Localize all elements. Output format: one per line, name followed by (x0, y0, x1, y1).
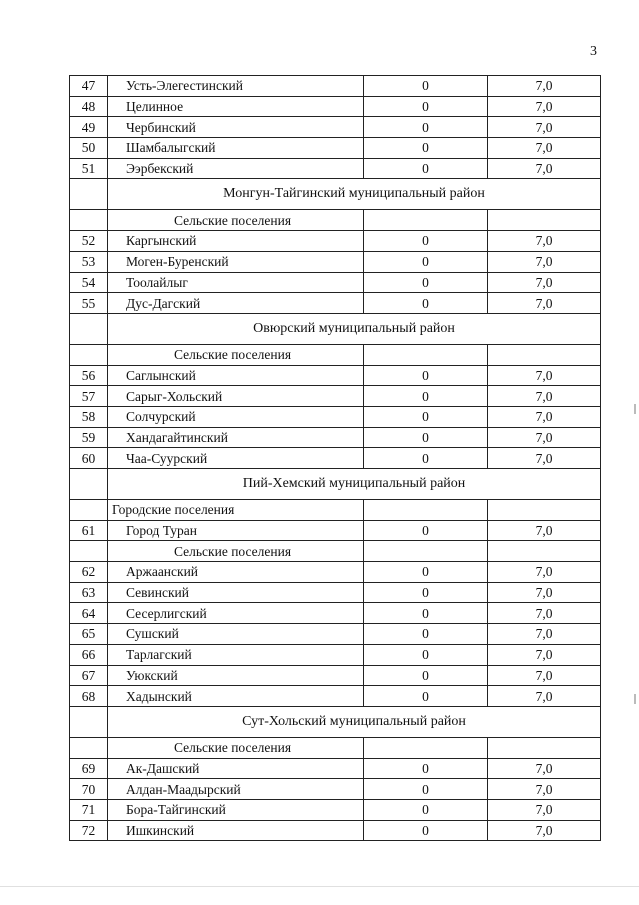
settlement-name: Тоолайлыг (108, 272, 364, 293)
scan-edge-mark (634, 404, 636, 414)
value-col-3: 0 (364, 686, 488, 707)
value-col-3: 0 (364, 644, 488, 665)
table-row (70, 427, 601, 448)
district-heading-row (70, 313, 601, 344)
settlement-type-label: Сельские поселения (108, 210, 364, 231)
table-row (70, 406, 601, 427)
table-row (70, 448, 601, 469)
value-col-3: 0 (364, 520, 488, 541)
value-col-3: 0 (364, 758, 488, 779)
value-col-3: 0 (364, 562, 488, 583)
settlement-type-row (70, 737, 601, 758)
value-col-4: 7,0 (488, 117, 601, 138)
value-col-3: 0 (364, 799, 488, 820)
settlement-type-label: Городские поселения (108, 500, 364, 521)
district-heading: Монгун-Тайгинский муниципальный район (108, 179, 601, 210)
settlement-name: Аржаанский (108, 562, 364, 583)
table-row (70, 758, 601, 779)
value-col-4: 7,0 (488, 96, 601, 117)
table-body (70, 76, 601, 841)
value-col-4: 7,0 (488, 365, 601, 386)
settlement-name: Моген-Буренский (108, 251, 364, 272)
value-col-4: 7,0 (488, 624, 601, 645)
empty-cell (364, 344, 488, 365)
empty-cell (70, 706, 108, 737)
value-col-4: 7,0 (488, 448, 601, 469)
settlement-name: Дус-Дагский (108, 293, 364, 314)
table-row (70, 624, 601, 645)
table-row (70, 582, 601, 603)
table-row (70, 251, 601, 272)
value-col-4: 7,0 (488, 76, 601, 97)
table-row (70, 603, 601, 624)
value-col-3: 0 (364, 406, 488, 427)
empty-cell (364, 737, 488, 758)
settlement-name: Чербинский (108, 117, 364, 138)
value-col-3: 0 (364, 293, 488, 314)
row-number: 51 (70, 158, 108, 179)
settlement-name: Уюкский (108, 665, 364, 686)
value-col-3: 0 (364, 820, 488, 841)
row-number: 63 (70, 582, 108, 603)
empty-cell (488, 344, 601, 365)
settlement-type-row (70, 344, 601, 365)
settlement-name: Каргынский (108, 231, 364, 252)
row-number: 67 (70, 665, 108, 686)
table-row (70, 96, 601, 117)
value-col-3: 0 (364, 117, 488, 138)
settlement-name: Алдан-Маадырский (108, 779, 364, 800)
row-number: 65 (70, 624, 108, 645)
row-number: 58 (70, 406, 108, 427)
empty-cell (70, 737, 108, 758)
table-row (70, 562, 601, 583)
district-heading: Овюрский муниципальный район (108, 313, 601, 344)
value-col-3: 0 (364, 448, 488, 469)
settlement-name: Тарлагский (108, 644, 364, 665)
settlement-name: Ак-Дашский (108, 758, 364, 779)
row-number: 48 (70, 96, 108, 117)
settlement-name: Ээрбекский (108, 158, 364, 179)
settlement-name: Сесерлигский (108, 603, 364, 624)
table-row (70, 293, 601, 314)
table-row (70, 365, 601, 386)
settlement-name: Сушский (108, 624, 364, 645)
value-col-3: 0 (364, 96, 488, 117)
settlements-table (69, 75, 601, 841)
row-number: 72 (70, 820, 108, 841)
table-row (70, 644, 601, 665)
settlement-type-label: Сельские поселения (108, 344, 364, 365)
value-col-3: 0 (364, 665, 488, 686)
district-heading-row (70, 469, 601, 500)
row-number: 56 (70, 365, 108, 386)
value-col-4: 7,0 (488, 799, 601, 820)
value-col-4: 7,0 (488, 665, 601, 686)
value-col-4: 7,0 (488, 562, 601, 583)
value-col-4: 7,0 (488, 138, 601, 159)
table-row (70, 231, 601, 252)
row-number: 68 (70, 686, 108, 707)
value-col-3: 0 (364, 272, 488, 293)
row-number: 50 (70, 138, 108, 159)
value-col-4: 7,0 (488, 386, 601, 407)
value-col-3: 0 (364, 624, 488, 645)
value-col-3: 0 (364, 251, 488, 272)
scan-bottom-edge (0, 886, 639, 887)
value-col-3: 0 (364, 779, 488, 800)
row-number: 53 (70, 251, 108, 272)
table-row (70, 820, 601, 841)
table-row (70, 138, 601, 159)
table-row (70, 779, 601, 800)
row-number: 57 (70, 386, 108, 407)
table-row (70, 272, 601, 293)
settlement-name: Усть-Элегестинский (108, 76, 364, 97)
empty-cell (70, 541, 108, 562)
value-col-4: 7,0 (488, 231, 601, 252)
scan-edge-mark (634, 694, 636, 704)
district-heading-row (70, 706, 601, 737)
page-number: 3 (590, 44, 597, 59)
settlement-name: Солчурский (108, 406, 364, 427)
settlement-type-row (70, 541, 601, 562)
settlement-type-label: Сельские поселения (108, 737, 364, 758)
row-number: 55 (70, 293, 108, 314)
value-col-3: 0 (364, 365, 488, 386)
settlement-name: Сарыг-Хольский (108, 386, 364, 407)
value-col-4: 7,0 (488, 520, 601, 541)
district-heading-row (70, 179, 601, 210)
empty-cell (488, 210, 601, 231)
value-col-3: 0 (364, 158, 488, 179)
empty-cell (364, 541, 488, 562)
empty-cell (70, 469, 108, 500)
row-number: 52 (70, 231, 108, 252)
table-row (70, 76, 601, 97)
value-col-4: 7,0 (488, 603, 601, 624)
row-number: 47 (70, 76, 108, 97)
empty-cell (364, 500, 488, 521)
settlement-name: Хадынский (108, 686, 364, 707)
settlement-name: Ишкинский (108, 820, 364, 841)
settlement-name: Шамбалыгский (108, 138, 364, 159)
value-col-4: 7,0 (488, 582, 601, 603)
row-number: 71 (70, 799, 108, 820)
empty-cell (488, 737, 601, 758)
empty-cell (488, 541, 601, 562)
value-col-3: 0 (364, 76, 488, 97)
row-number: 59 (70, 427, 108, 448)
value-col-4: 7,0 (488, 406, 601, 427)
value-col-4: 7,0 (488, 779, 601, 800)
value-col-3: 0 (364, 231, 488, 252)
value-col-4: 7,0 (488, 758, 601, 779)
settlement-name: Бора-Тайгинский (108, 799, 364, 820)
value-col-3: 0 (364, 603, 488, 624)
district-heading: Сут-Хольский муниципальный район (108, 706, 601, 737)
row-number: 64 (70, 603, 108, 624)
settlement-name: Саглынский (108, 365, 364, 386)
table-row (70, 158, 601, 179)
table-row (70, 386, 601, 407)
row-number: 62 (70, 562, 108, 583)
settlement-name: Хандагайтинский (108, 427, 364, 448)
row-number: 49 (70, 117, 108, 138)
value-col-3: 0 (364, 427, 488, 448)
settlement-name: Целинное (108, 96, 364, 117)
value-col-3: 0 (364, 138, 488, 159)
table-row (70, 520, 601, 541)
row-number: 70 (70, 779, 108, 800)
value-col-4: 7,0 (488, 820, 601, 841)
value-col-4: 7,0 (488, 686, 601, 707)
district-heading: Пий-Хемский муниципальный район (108, 469, 601, 500)
settlement-type-row (70, 210, 601, 231)
value-col-3: 0 (364, 582, 488, 603)
settlement-type-label: Сельские поселения (108, 541, 364, 562)
table-row (70, 665, 601, 686)
empty-cell (70, 179, 108, 210)
value-col-4: 7,0 (488, 272, 601, 293)
value-col-4: 7,0 (488, 427, 601, 448)
empty-cell (70, 313, 108, 344)
value-col-4: 7,0 (488, 251, 601, 272)
row-number: 66 (70, 644, 108, 665)
empty-cell (488, 500, 601, 521)
settlement-type-row (70, 500, 601, 521)
empty-cell (364, 210, 488, 231)
value-col-4: 7,0 (488, 644, 601, 665)
settlement-name: Город Туран (108, 520, 364, 541)
empty-cell (70, 344, 108, 365)
settlement-name: Севинский (108, 582, 364, 603)
table-row (70, 686, 601, 707)
row-number: 69 (70, 758, 108, 779)
settlement-name: Чаа-Суурский (108, 448, 364, 469)
table-row (70, 117, 601, 138)
value-col-4: 7,0 (488, 158, 601, 179)
row-number: 60 (70, 448, 108, 469)
value-col-4: 7,0 (488, 293, 601, 314)
table-row (70, 799, 601, 820)
empty-cell (70, 500, 108, 521)
value-col-3: 0 (364, 386, 488, 407)
row-number: 54 (70, 272, 108, 293)
row-number: 61 (70, 520, 108, 541)
empty-cell (70, 210, 108, 231)
